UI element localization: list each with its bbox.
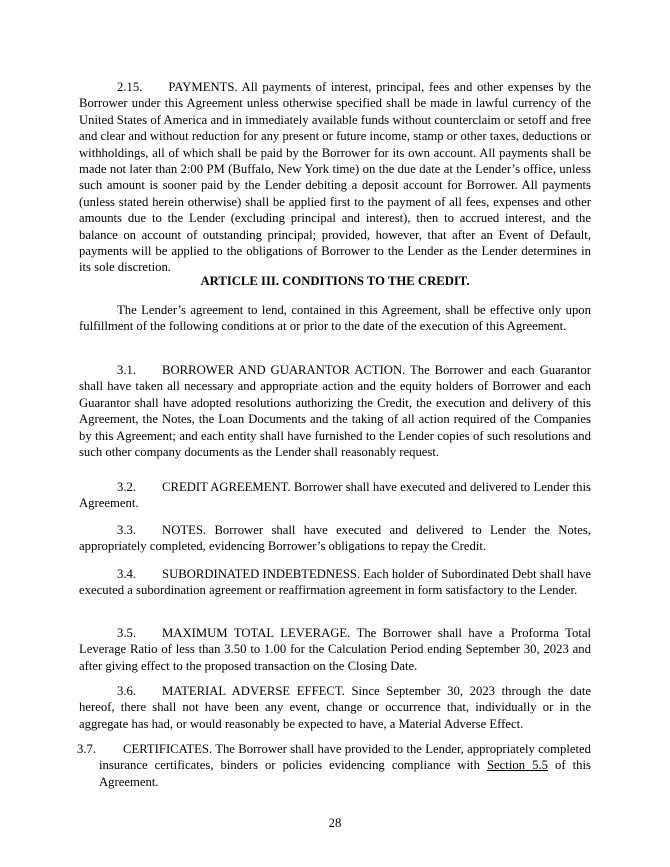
section-3-5 — [79, 625, 591, 674]
section-number: 3.6. — [117, 684, 137, 698]
section-number: 3.2. — [117, 480, 137, 494]
section-text-before: CERTIFICATES. The Borrower shall have provided to the Lender, appropriately completed insurance certificates, binders or policies evidencing compliance with — [99, 742, 591, 773]
intro-text: The Lender’s agreement to lend, contained in this Agreement, shall be effective only upon fulfillment of the following conditions at or prior to the date of the execution of this Agreement. — [79, 303, 591, 334]
section-3-1 — [79, 362, 591, 460]
article-heading: ARTICLE III. CONDITIONS TO THE CREDIT. — [200, 274, 470, 288]
section-3-4 — [79, 566, 591, 599]
section-text: CREDIT AGREEMENT. Borrower shall have executed and delivered to Lender this Agreement. — [79, 480, 591, 511]
section-2-15 — [79, 79, 591, 276]
section-3-3 — [79, 522, 591, 555]
section-number: 3.1. — [117, 363, 137, 377]
section-number: 3.5. — [117, 626, 137, 640]
article-intro — [79, 302, 591, 335]
section-text: SUBORDINATED INDEBTEDNESS. Each holder of Subordinated Debt shall have executed a subordination agreement or reaffirmation agreement in form satisfactory to the Lender. — [79, 567, 591, 598]
section-reference-link: Section 5.5 — [486, 758, 548, 773]
section-3-2 — [79, 479, 591, 512]
section-text: NOTES. Borrower shall have executed and delivered to Lender the Notes, appropriately completed, evidencing Borrower’s obligations to repay the Credit. — [79, 523, 591, 554]
section-text: BORROWER AND GUARANTOR ACTION. The Borrower and each Guarantor shall have taken all necessary and appropriate action and the equity holders of Borrower and each Guarantor shall have adopted resolutions authorizing the Credit, the execution and delivery of this Agreement, the Notes, the Loan Documents and the taking of all action required of the Companies by this Agreement; and each entity shall have furnished to the Lender copies of such resolutions and such other company documents as the Lender shall reasonably request. — [79, 363, 591, 460]
section-text-after: of this Agreement. — [99, 758, 591, 789]
section-text: MAXIMUM TOTAL LEVERAGE. The Borrower shall have a Proforma Total Leverage Ratio of less than 3.50 to 1.00 for the Calculation Period ending September 30, 2023 and after giving effect to the proposed transaction on the Closing Date. — [79, 626, 591, 673]
section-number: 3.4. — [117, 567, 137, 581]
section-text: PAYMENTS. All payments of interest, principal, fees and other expenses by the Borrower under this Agreement unless otherwise specified shall be made in lawful currency of the United States of America and in immediately available funds without counterclaim or setoff and free and clear and without reduction for any present or future income, stamp or other taxes, deductions or withholdings, all of which shall be paid by the Borrower for its own account. All payments shall be made not later than 2:00 PM (Buffalo, New York time) on the due date at the Lender’s office, unless such amount is sooner paid by the Lender debiting a deposit account for Borrower. All payments (unless stated herein otherwise) shall be applied first to the payment of all fees, expenses and other amounts due to the Lender (excluding principal and interest), then to accrued interest, and the balance on account of outstanding principal; provided, however, that after an Event of Default, payments will be applied to the obligations of Borrower to the Lender as the Lender determines in its sole discretion. — [79, 80, 591, 275]
section-3-6 — [79, 683, 591, 732]
section-number: 3.3. — [117, 523, 137, 537]
section-number: 2.15. — [117, 80, 143, 94]
section-text: MATERIAL ADVERSE EFFECT. Since September 30, 2023 through the date hereof, there shall not have been any event, change or occurrence that, individually or in the aggregate has had, or would reasonably be expected to have, a Material Adverse Effect. — [79, 684, 591, 731]
page-number: 28 — [328, 816, 342, 830]
section-3-7: 3.7. CERTIFICATES. The Borrower shall have provided to the Lender, appropriately completed insurance certificates, binders or policies evidencing compliance with Section 5.5 of this Agreement. — [77, 742, 591, 789]
